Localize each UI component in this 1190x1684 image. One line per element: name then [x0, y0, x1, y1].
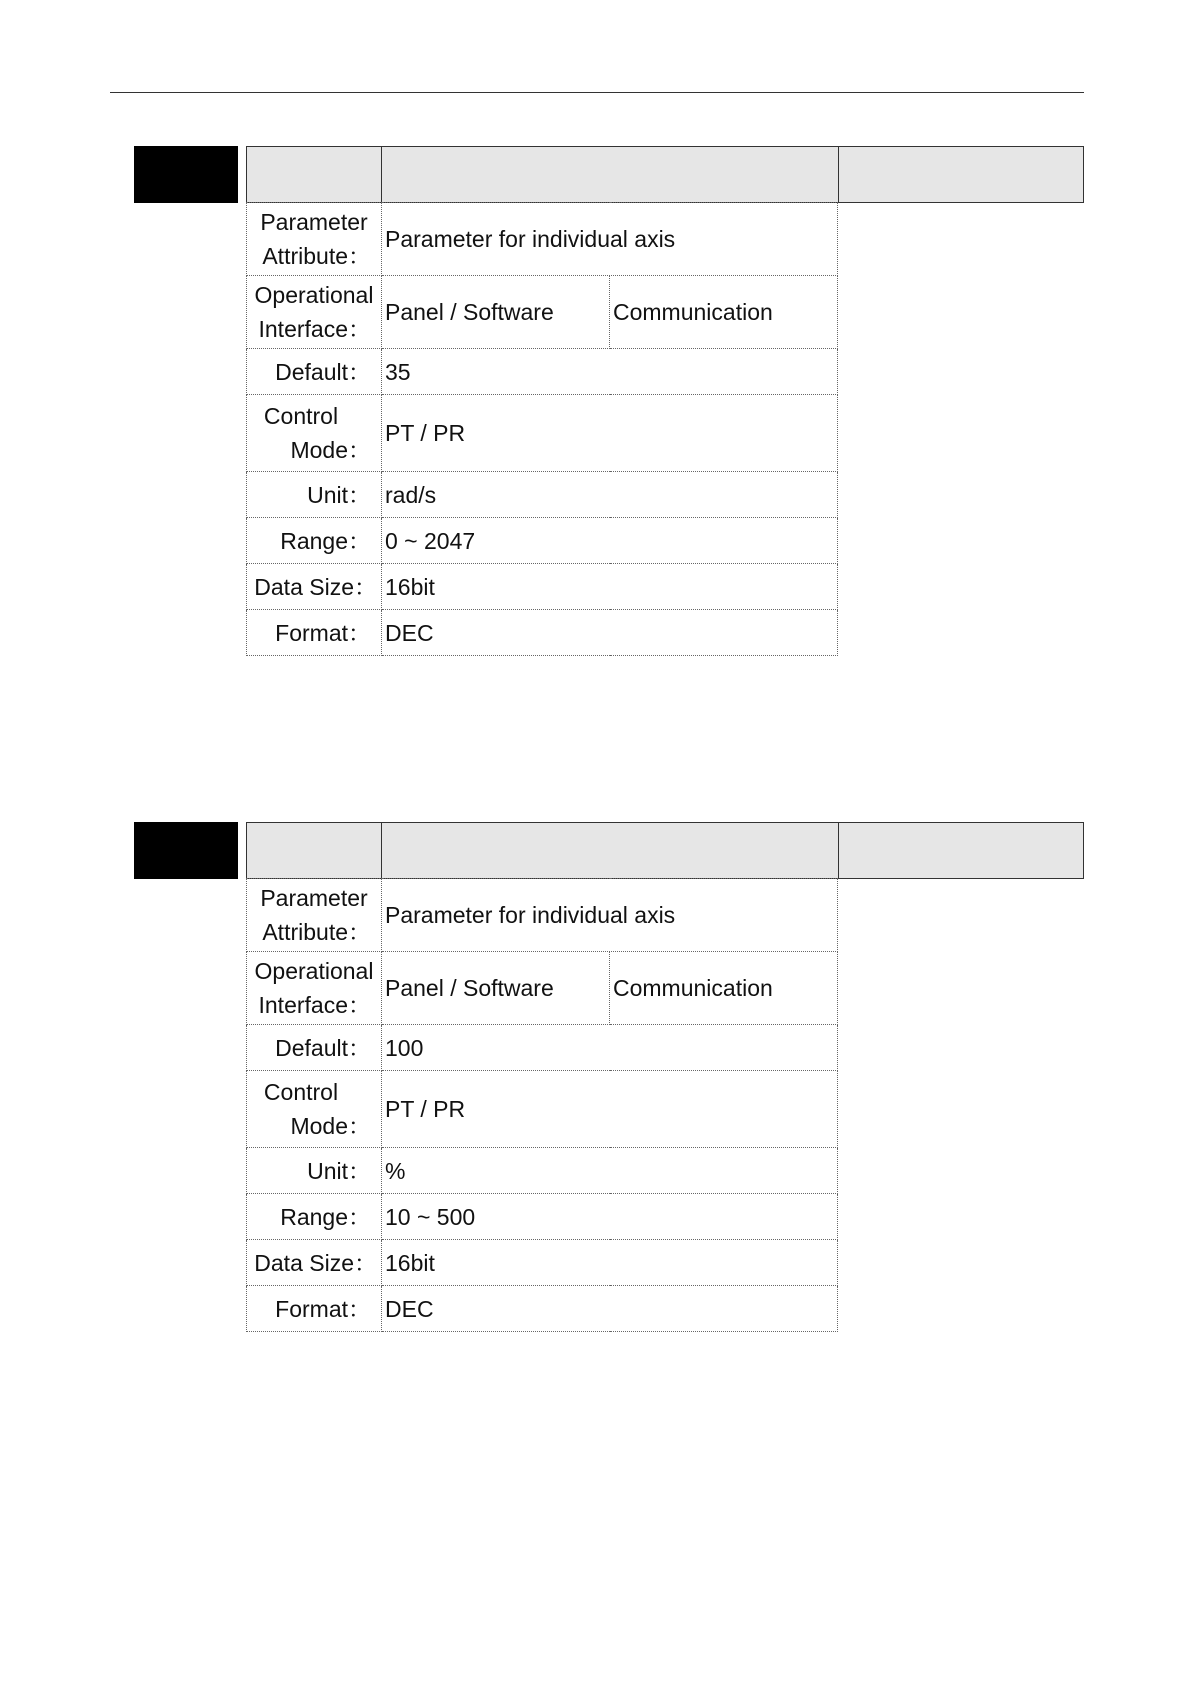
attribute-row	[247, 203, 838, 276]
data-size-value: 16bit	[382, 1240, 838, 1286]
format-label: Format：	[247, 1286, 382, 1332]
default-row	[247, 349, 838, 395]
control-mode-label: Control Mode：	[247, 1071, 382, 1148]
parameter-header-row	[246, 822, 1084, 879]
interface-row	[247, 952, 838, 1025]
interface-label: Operational Interface：	[247, 276, 382, 349]
interface-row	[247, 276, 838, 349]
range-row	[247, 518, 838, 564]
default-label: Default：	[247, 1025, 382, 1071]
data-size-value: 16bit	[382, 564, 838, 610]
range-value: 10 ~ 500	[382, 1194, 838, 1240]
header-cell-address	[838, 823, 1083, 878]
attribute-label: Parameter Attribute：	[247, 879, 382, 952]
attribute-value: Parameter for individual axis	[382, 203, 838, 276]
header-cell-code	[247, 823, 381, 878]
control-mode-row	[247, 1071, 838, 1148]
default-value: 35	[382, 349, 838, 395]
header-rule	[110, 92, 1084, 93]
unit-row	[247, 472, 838, 518]
format-label: Format：	[247, 610, 382, 656]
interface-panel: Panel / Software	[382, 952, 610, 1025]
control-mode-row	[247, 395, 838, 472]
data-size-label: Data Size：	[247, 1240, 382, 1286]
header-cell-name	[381, 147, 838, 202]
data-size-row	[247, 564, 838, 610]
parameter-attributes-table	[246, 202, 838, 656]
parameter-code-tab	[134, 822, 238, 879]
default-value: 100	[382, 1025, 838, 1071]
attribute-value: Parameter for individual axis	[382, 879, 838, 952]
unit-label: Unit：	[247, 1148, 382, 1194]
control-mode-label: Control Mode：	[247, 395, 382, 472]
range-label: Range：	[247, 1194, 382, 1240]
control-mode-value: PT / PR	[382, 395, 838, 472]
format-row	[247, 1286, 838, 1332]
interface-label: Operational Interface：	[247, 952, 382, 1025]
default-label: Default：	[247, 349, 382, 395]
interface-panel: Panel / Software	[382, 276, 610, 349]
interface-communication: Communication	[610, 952, 838, 1025]
attribute-label: Parameter Attribute：	[247, 203, 382, 276]
header-cell-name	[381, 823, 838, 878]
data-size-row	[247, 1240, 838, 1286]
unit-label: Unit：	[247, 472, 382, 518]
default-row	[247, 1025, 838, 1071]
range-label: Range：	[247, 518, 382, 564]
format-value: DEC	[382, 610, 838, 656]
unit-value: %	[382, 1148, 838, 1194]
range-value: 0 ~ 2047	[382, 518, 838, 564]
parameter-attributes-table	[246, 878, 838, 1332]
unit-value: rad/s	[382, 472, 838, 518]
interface-communication: Communication	[610, 276, 838, 349]
attribute-row	[247, 879, 838, 952]
control-mode-value: PT / PR	[382, 1071, 838, 1148]
header-cell-code	[247, 147, 381, 202]
format-row	[247, 610, 838, 656]
parameter-code-tab	[134, 146, 238, 203]
data-size-label: Data Size：	[247, 564, 382, 610]
unit-row	[247, 1148, 838, 1194]
parameter-header-row	[246, 146, 1084, 203]
header-cell-address	[838, 147, 1083, 202]
range-row	[247, 1194, 838, 1240]
format-value: DEC	[382, 1286, 838, 1332]
